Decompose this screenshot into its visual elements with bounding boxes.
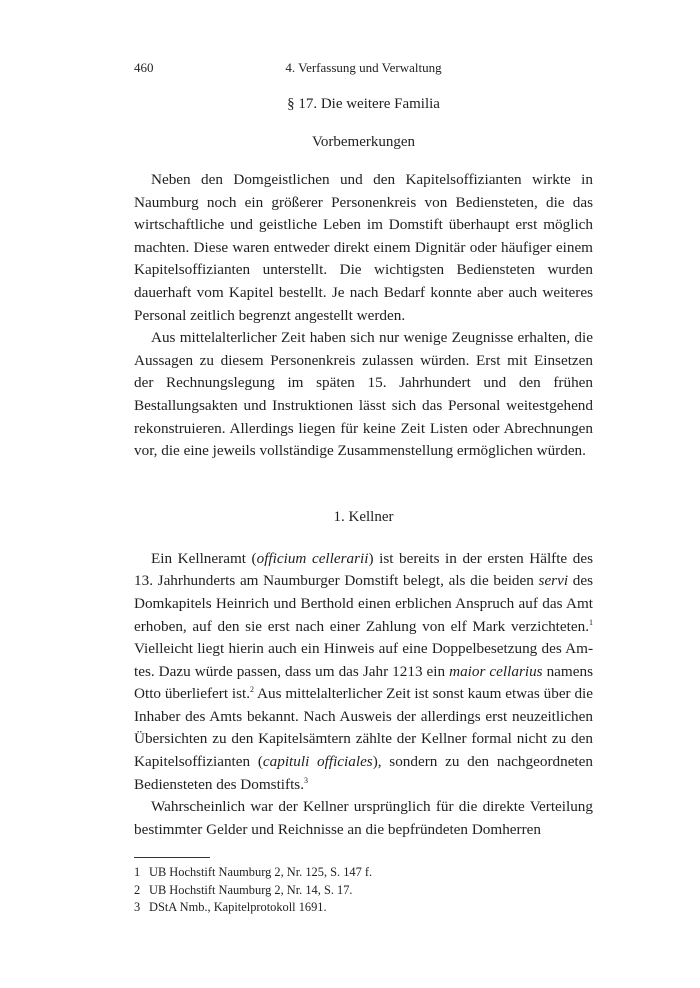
kellner-text xyxy=(134,548,593,842)
footnote-ref[interactable]: 2 xyxy=(250,685,255,695)
paragraph: Aus mittelalterlicher Zeit haben sich nur wenige Zeugnisse erhalten, die Aussagen zu diesem Personenkreis zulassen würden. Erst mit Einsetzen der Rechnungslegung im späten 15. Jahrhundert und den frühen Bestallungsakten und Instruktionen lässt sich das Personal weitestgehend rekonstruieren. Allerdings liegen für keine Zeit Listen oder Abrechnungen vor, die eine jeweils vollständige Zusammenstellung ermöglichen würden. xyxy=(134,329,593,460)
latin-term: officium cellerarii xyxy=(256,549,369,567)
latin-term: maior cellarius xyxy=(449,662,543,680)
subheading: Vorbemerkungen xyxy=(311,134,416,150)
footnotes xyxy=(134,864,593,917)
text-run: Ein Kellneramt ( xyxy=(151,549,257,567)
paragraph xyxy=(134,548,593,797)
footnote-number: 2 xyxy=(134,882,141,897)
latin-term: servi xyxy=(538,572,569,590)
footnote xyxy=(134,864,593,882)
section-title: § 17. Die weitere Familia xyxy=(287,96,440,112)
book-page xyxy=(134,60,593,917)
footnote-text: UB Hochstift Naumburg 2, Nr. 14, S. 17. xyxy=(149,882,353,897)
footnote xyxy=(134,882,593,900)
text-run: ), sondern zu den nachgeordneten Bediensteten des Domstifts. xyxy=(134,753,593,793)
paragraph: Wahrscheinlich war der Kellner ursprünglich für die direkte Verteilung bestimmter Gelder und Reichnisse an die bepfründeten Domherren xyxy=(134,798,593,838)
latin-term: capituli officiales xyxy=(262,753,373,771)
footnote-ref[interactable]: 3 xyxy=(304,775,308,785)
paragraph: Neben den Domgeistlichen und den Kapitelsoffizianten wirkte in Naumburg noch ein größerer Personenkreis von Bediensteten, die das wirtschaftliche und geistliche Leben im Domstift überhaupt erst möglich machten. Diese waren entweder direkt einem Dignitär oder häufiger einem Kapitelsoffizianten unterstellt. Die wichtigsten Bediensteten wurden dauerhaft vom Kapitel bestellt. Je nach Bedarf konnte aber auch weiteres Personal zeitlich begrenzt angestellt werden. xyxy=(134,171,593,324)
running-header xyxy=(134,60,593,82)
footnote-number: 3 xyxy=(134,900,141,915)
section-heading: 1. Kellner xyxy=(333,508,394,525)
text-run: Vielleicht liegt hierin auch ein Hinweis auf eine Doppelbesetzung des Amtes. Dazu würde passen, dass um das Jahr 1213 ein xyxy=(134,640,593,680)
footnote-ref[interactable]: 1 xyxy=(589,617,593,627)
footnote-text: DStA Nmb., Kapitelprotokoll 1691. xyxy=(149,900,327,915)
running-title: 4. Verfassung und Verwaltung xyxy=(285,60,442,75)
footnote-text: UB Hochstift Naumburg 2, Nr. 125, S. 147 f. xyxy=(149,865,373,880)
page-number: 460 xyxy=(134,60,154,75)
text-run: namens Otto überliefert ist. xyxy=(134,662,593,703)
text-run: des Domkapitels Heinrich und Berthold einen erblichen Anspruch auf das Amt erhoben, auf den sie erst nach einer Zahlung von elf Mark verzichteten. xyxy=(134,572,593,635)
footnote xyxy=(134,899,593,917)
footnote-rule xyxy=(134,857,210,858)
intro-text xyxy=(134,169,593,463)
footnote-number: 1 xyxy=(134,865,141,880)
text-run: ) ist bereits in der ersten Hälfte des 13. Jahrhunderts am Naumburger Domstift belegt, als die beiden xyxy=(134,549,593,590)
text-run: Aus mittelalterlicher Zeit ist sonst kaum etwas über die Inhaber des Amts bekannt. Nach Ausweis der allerdings erst neuzeitlichen Übersichten zu den Kapitelsämtern zählte der Kellner formal nicht zu den Kapitelsoffizianten ( xyxy=(134,685,594,771)
